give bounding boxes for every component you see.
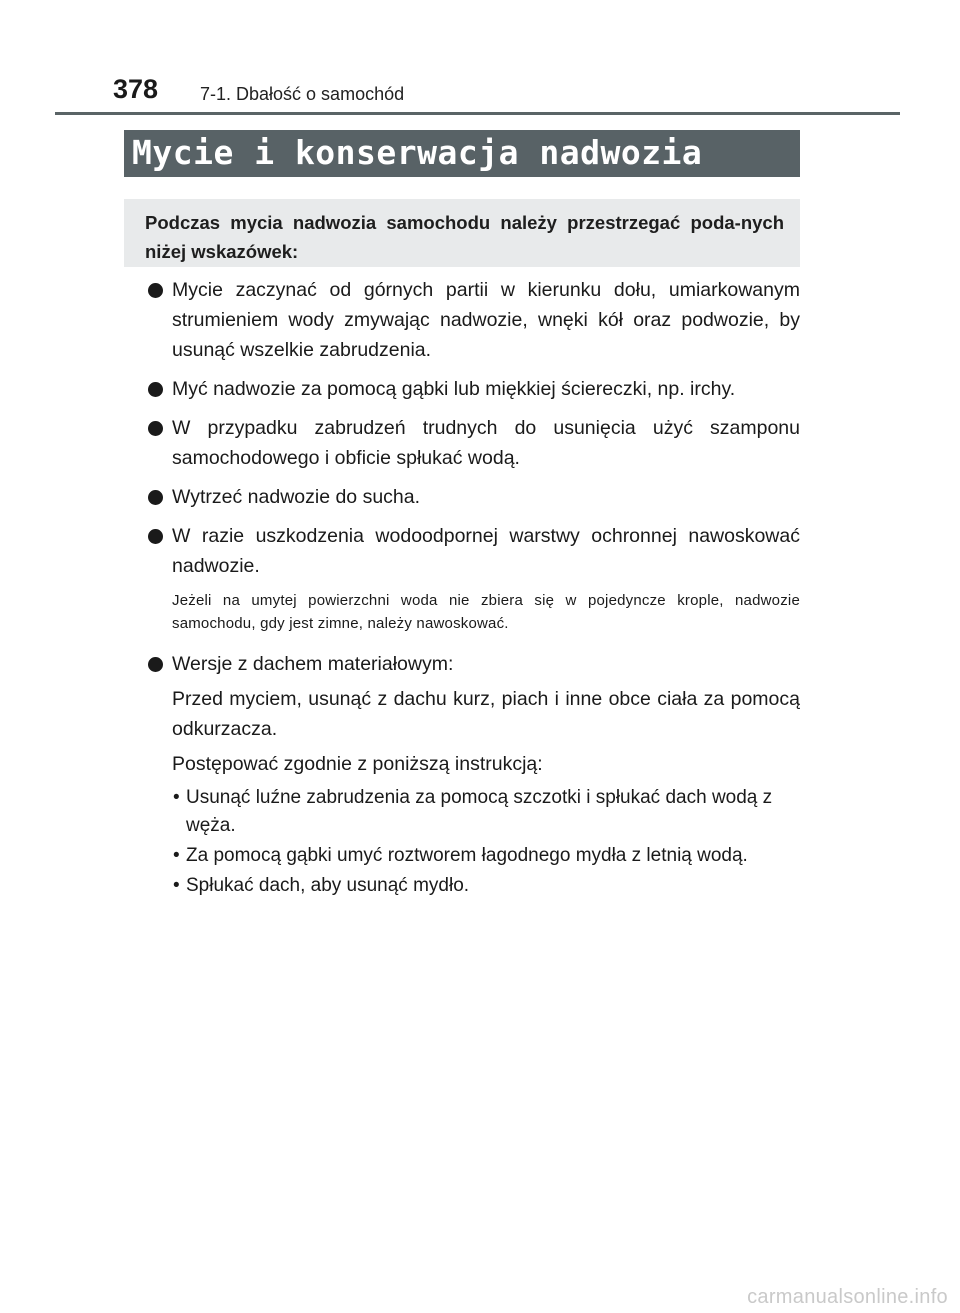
list-item bbox=[148, 275, 800, 365]
step-item bbox=[148, 842, 800, 870]
bullet-icon bbox=[148, 657, 163, 672]
list-item bbox=[148, 374, 800, 404]
step-marker: • bbox=[173, 845, 180, 866]
bullet-icon bbox=[148, 421, 163, 436]
list-item-text: Mycie zaczynać od górnych partii w kierunku dołu, umiarkowanym strumieniem wody zmywając nadwozie, wnęki kół oraz podwozie, by usunąć wszelkie zabrudzenia. bbox=[172, 279, 800, 361]
paragraph: Przed myciem, usunąć z dachu kurz, piach i inne obce ciała za pomocą odkurzacza. bbox=[172, 688, 800, 740]
wax-note: Jeżeli na umytej powierzchni woda nie zbiera się w pojedyncze krople, nadwozie samochodu, gdy jest zimne, należy nawoskować. bbox=[172, 592, 800, 632]
step-item bbox=[148, 784, 800, 840]
list-item bbox=[148, 649, 800, 679]
page-header bbox=[0, 0, 960, 120]
paragraph: Postępować zgodnie z poniższą instrukcją: bbox=[172, 753, 543, 775]
watermark: carmanualsonline.info bbox=[747, 1286, 948, 1308]
intro-box bbox=[124, 199, 800, 267]
bullet-icon bbox=[148, 382, 163, 397]
header-divider bbox=[55, 112, 900, 115]
list-item bbox=[148, 521, 800, 581]
list-item bbox=[148, 482, 800, 512]
list-item-text: Myć nadwozie za pomocą gąbki lub miękkiej ściereczki, np. irchy. bbox=[172, 378, 736, 400]
list-item-text: W razie uszkodzenia wodoodpornej warstwy ochronnej nawoskować nadwozie. bbox=[172, 525, 800, 577]
section-title-bar bbox=[124, 130, 800, 177]
list-item bbox=[148, 413, 800, 473]
step-text: Usunąć luźne zabrudzenia za pomocą szczotki i spłukać dach wodą z węża. bbox=[186, 787, 773, 836]
page-number: 378 bbox=[113, 74, 159, 104]
bullet-icon bbox=[148, 490, 163, 505]
step-marker: • bbox=[173, 875, 180, 896]
step-item bbox=[148, 872, 800, 900]
section-reference: 7-1. Dbałość o samochód bbox=[200, 84, 405, 104]
content bbox=[148, 275, 800, 900]
step-marker: • bbox=[173, 787, 180, 808]
list-item-text: Wytrzeć nadwozie do sucha. bbox=[172, 486, 421, 508]
step-text: Za pomocą gąbki umyć roztworem łagodnego mydła z letnią wodą. bbox=[186, 845, 748, 866]
list-item-text: W przypadku zabrudzeń trudnych do usunięcia użyć szamponu samochodowego i obficie spłukać wodą. bbox=[172, 417, 800, 469]
section-title: Mycie i konserwacja nadwozia bbox=[132, 133, 703, 172]
step-text: Spłukać dach, aby usunąć mydło. bbox=[186, 875, 470, 896]
intro-text: Podczas mycia nadwozia samochodu należy przestrzegać poda-nych niżej wskazówek: bbox=[145, 212, 784, 262]
list-item-text: Wersje z dachem materiałowym: bbox=[172, 653, 454, 675]
bullet-icon bbox=[148, 283, 163, 298]
bullet-icon bbox=[148, 529, 163, 544]
